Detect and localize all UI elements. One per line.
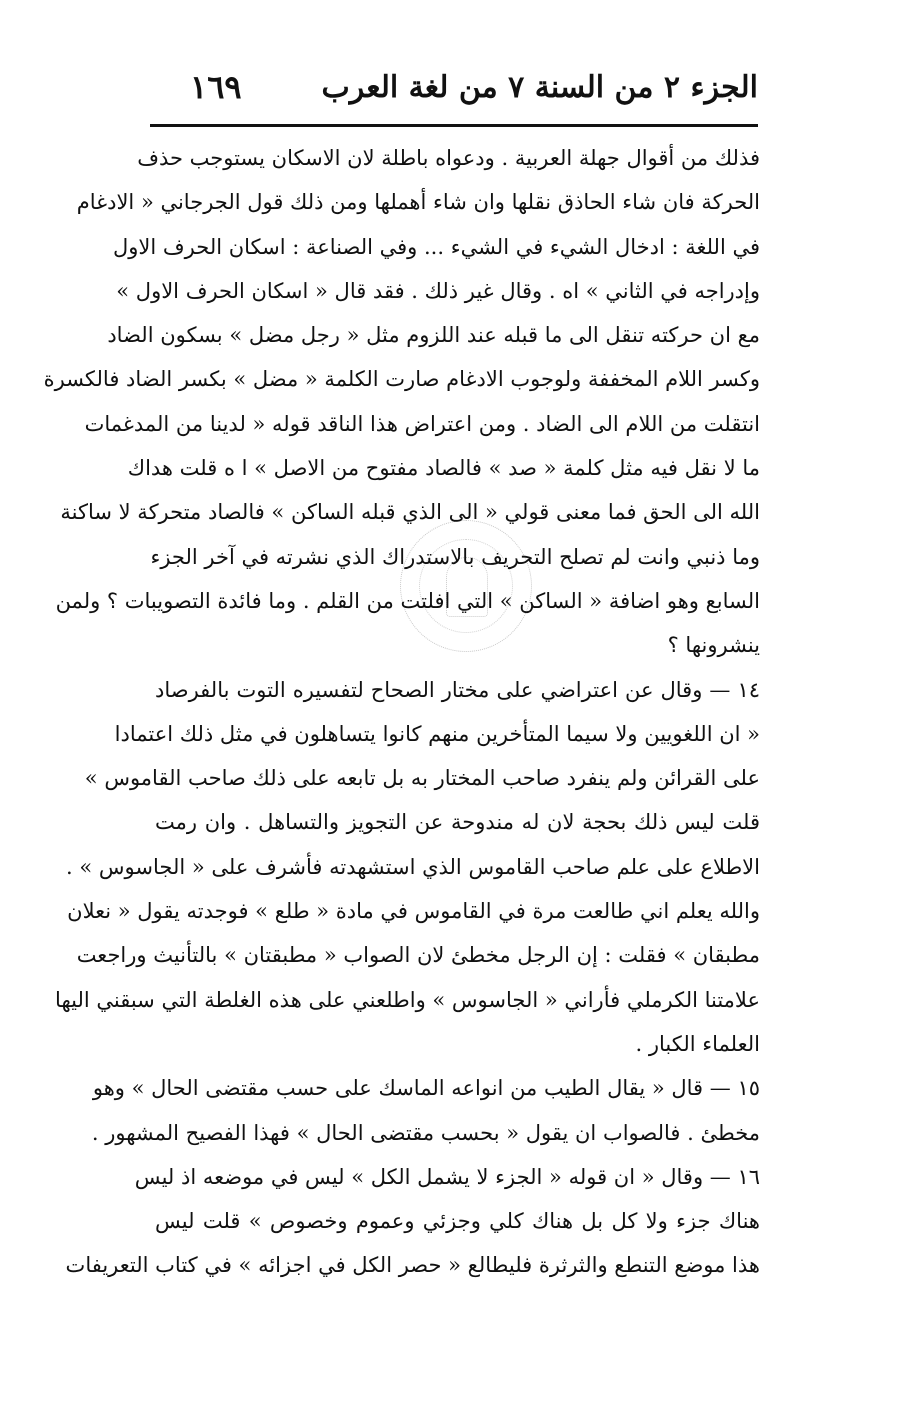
text-line: هناك جزء ولا كل بل هناك كلي وجزئي وعموم وخصوص » قلت ليس [155, 1209, 760, 1234]
text-line: قلت ليس ذلك بحجة لان له مندوحة عن التجويز والتساهل . وان رمت [155, 810, 760, 835]
page-header [150, 62, 758, 116]
text-line: ما لا نقل فيه مثل كلمة « صد » فالصاد مفتوح من الاصل » ا ه قلت هداك [127, 456, 760, 481]
page-number: ١٦٩ [190, 68, 242, 106]
text-line: فذلك من أقوال جهلة العربية . ودعواه باطلة لان الاسكان يستوجب حذف [137, 146, 760, 170]
text-line: السابع وهو اضافة « الساكن » التي افلتت من القلم . وما فائدة التصويبات ؟ ولمن [55, 588, 760, 613]
header-rule [150, 124, 758, 127]
running-title: الجزء ٢ من السنة ٧ من لغة العرب [321, 70, 758, 105]
text-line: مخطئ . فالصواب ان يقول « بحسب مقتضى الحال » فهذا الفصيح المشهور . [91, 1120, 760, 1145]
text-line: وما ذنبي وانت لم تصلح التحريف بالاستدراك الذي نشرته في آخر الجزء [150, 544, 760, 569]
text-line: وكسر اللام المخففة ولوجوب الادغام صارت الكلمة « مضل » بكسر الضاد فالكسرة [43, 367, 760, 392]
text-line: مع ان حركته تنقل الى ما قبله عند اللزوم مثل « رجل مضل » بسكون الضاد [107, 323, 760, 348]
text-line: ١٥ — قال « يقال الطيب من انواعه الماسك على حسب مقتضى الحال » وهو [92, 1076, 760, 1101]
text-line: الاطلاع على علم صاحب القاموس الذي استشهدته فأشرف على « الجاسوس » . [66, 854, 760, 879]
text-line: هذا موضع التنطع والثرثرة فليطالع « حصر الكل في اجزائه » في كتاب التعريفات [65, 1253, 760, 1278]
text-line: وإدراجه في الثاني » اه . وقال غير ذلك . فقد قال « اسكان الحرف الاول » [116, 278, 760, 303]
text-line: ١٦ — وقال « ان قوله « الجزء لا يشمل الكل » ليس في موضعه اذ ليس [134, 1164, 760, 1189]
text-line: في اللغة : ادخال الشيء في الشيء ... وفي الصناعة : اسكان الحرف الاول [113, 234, 760, 259]
text-line: الحركة فان شاء الحاذق نقلها وان شاء أهملها ومن ذلك قول الجرجاني « الادغام [76, 190, 760, 215]
text-line: الله الى الحق فما معنى قولي « الى الذي قبله الساكن » فالصاد متحركة لا ساكنة [60, 500, 760, 525]
text-line: العلماء الكبار . [635, 1031, 760, 1056]
text-line: ١٤ — وقال عن اعتراضي على مختار الصحاح لتفسيره التوت بالفرصاد [155, 677, 760, 702]
text-line: على القرائن ولم ينفرد صاحب المختار به بل تابعه على ذلك صاحب القاموس » [84, 766, 760, 791]
text-line: والله يعلم اني طالعت مرة في القاموس في مادة « طلع » فوجدته يقول « نعلان [67, 899, 760, 924]
text-line: انتقلت من اللام الى الضاد . ومن اعتراض هذا الناقد قوله « لدينا من المدغمات [84, 411, 760, 436]
body-text [43, 136, 760, 1288]
text-line: علامتنا الكرملي فأراني « الجاسوس » واطلعني على هذه الغلطة التي سبقني اليها [55, 987, 760, 1012]
text-line: مطبقان » فقلت : إن الرجل مخطئ لان الصواب « مطبقتان » بالتأنيث وراجعت [76, 943, 760, 968]
text-line: « ان اللغويين ولا سيما المتأخرين منهم كانوا يتساهلون في مثل ذلك اعتمادا [114, 721, 760, 746]
text-line: ينشرونها ؟ [667, 633, 760, 658]
